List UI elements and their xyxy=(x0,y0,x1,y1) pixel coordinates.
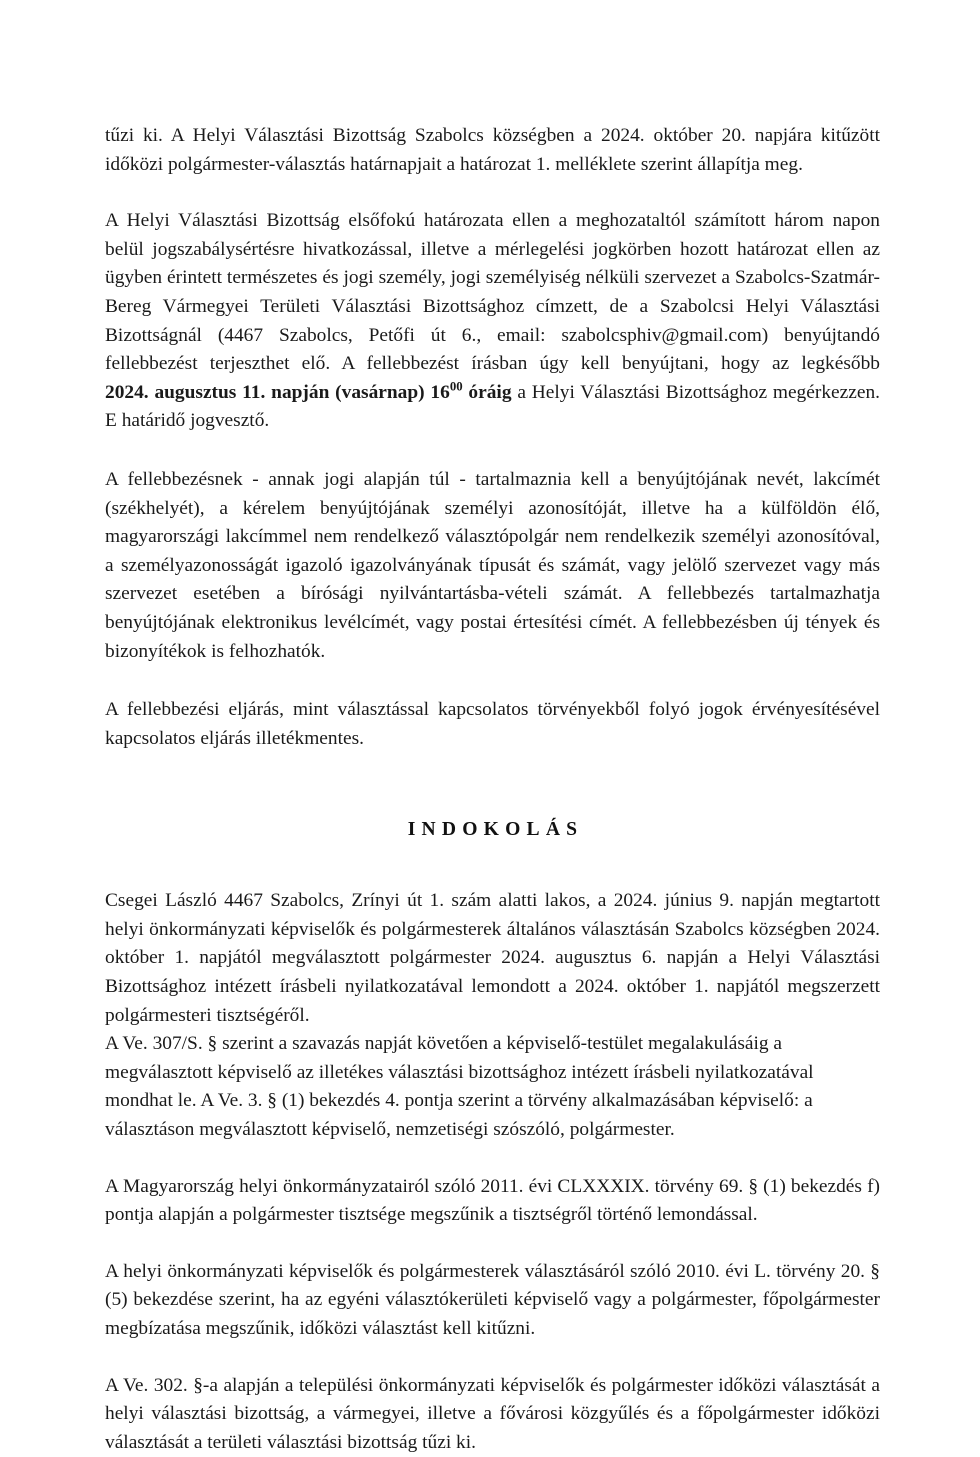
paragraph-motv-69: A Magyarország helyi önkormányzatairól szóló 2011. évi CLXXXIX. törvény 69. § (1) bekezdés f) pontja alapján a polgármester tisztsége megszűnik a tisztségről történő lemondással. xyxy=(105,1175,880,1226)
paragraph-ve-302: A Ve. 302. §-a alapján a települési önkormányzati képviselők és polgármester időközi választását a helyi választási bizottság, a vármegyei, illetve a fővárosi közgyűlés és a főpolgármester időközi választását a területi választási bizottság tűzi ki. xyxy=(105,1374,880,1453)
paragraph-ve-307s: A Ve. 307/S. § szerint a szavazás napját követően a képviselő-testület megalakulásáig a megválasztott képviselő az illetékes választási bizottsághoz intézett írásbeli nyilatkozatával mondhat le. A Ve. 3. § (1) bekezdés 4. pontja szerint a törvény alkalmazásában képviselő: a választáson megválasztott képviselő, nemzetiségi szószóló, polgármester. xyxy=(105,1033,814,1141)
appeal-rights-lead-text: A Helyi Választási Bizottság elsőfokú határozata ellen a meghozataltól számított három napon belül jogszabálysértésre hivatkozással, illetve a mérlegelési jogkörben hozott határozat ellen az ügyben érintett természetes és jogi személy, jogi személyiség nélküli szervezet a Szabolcs-Szatmár-Bereg Vármegyei Területi Választási Bizottsághoz címzett, de a Szabolcsi Helyi Választási Bizottságnál (4467 Szabolcs, Petőfi út 6., email: szabolcsphiv@gmail.com) benyújtandó fellebbezést terjeszthet elő. A fellebbezést írásban úgy kell benyújtani, hogy az legkésőbb xyxy=(105,210,880,375)
paragraph-deadline-schedule: tűzi ki. A Helyi Választási Bizottság Szabolcs községben a 2024. október 20. napjára kitűzött időközi polgármester-választás határnapjait a határozat 1. melléklete szerint állapítja meg. xyxy=(105,125,880,175)
section-heading-indokolas: INDOKOLÁS xyxy=(407,819,584,841)
paragraph-spacer xyxy=(105,1344,880,1372)
paragraph-spacer xyxy=(105,1230,880,1258)
appeal-deadline-date: 2024. augusztus 11. napján (vasárnap) 16 xyxy=(105,381,450,403)
document-body xyxy=(105,122,880,1457)
paragraph-fee-exemption: A fellebbezési eljárás, mint választással kapcsolatos törvényekből folyó jogok érvényesítésével kapcsolatos eljárás illetékmentes. xyxy=(105,699,880,749)
appeal-deadline-hour-label: óráig xyxy=(462,381,512,403)
heading-spacer-top xyxy=(105,753,880,817)
appeal-rights-tail-text: a Helyi Választási Bizottsághoz megérkezzen. E határidő jogvesztő. xyxy=(105,381,880,432)
appeal-deadline-hour-superscript: 00 xyxy=(449,379,463,394)
paragraph-spacer xyxy=(105,1145,880,1173)
paragraph-spacer xyxy=(105,666,880,696)
paragraph-facts-resignation: Csegei László 4467 Szabolcs, Zrínyi út 1. szám alatti lakos, a 2024. június 9. napján megtartott helyi önkormányzati képviselők és polgármesterek általános választásán Szabolcs községben 2024. október 1. napjától megválasztott polgármester 2024. augusztus 6. napján a Helyi Választási Bizottsághoz intézett írásbeli nyilatkozatával lemondott a 2024. október 1. napjától megszerzett polgármesteri tisztségéről. xyxy=(105,890,880,1026)
paragraph-spacer xyxy=(105,436,880,466)
paragraph-ovjt-20: A helyi önkormányzati képviselők és polgármesterek választásáról szóló 2010. évi L. törvény 20. § (5) bekezdése szerint, ha az egyéni választókerületi képviselő vagy a polgármester, főpolgármester megbízatása megszűnik, időközi választást kell kitűzni. xyxy=(105,1260,880,1339)
paragraph-appeal-rights xyxy=(105,207,880,436)
paragraph-spacer xyxy=(105,179,880,207)
paragraph-appeal-contents: A fellebbezésnek - annak jogi alapján túl - tartalmaznia kell a benyújtójának nevét, lakcímét (székhelyét), a kérelem benyújtójának személyi azonosítóját, illetve ha a külföldön élő, magyarországi lakcímmel nem rendelkező választópolgár nem rendelkezik személyi azonosítóval, a személyazonosságát igazoló igazolványának típusát és számát, vagy jelölő szervezet vagy más szervezet esetében a bírósági nyilvántartásba-vételi számát. A fellebbezés tartalmazhatja benyújtójának elektronikus levélcímét, vagy postai értesítési címét. A fellebbezésben új tények és bizonyítékok is felhozhatók. xyxy=(105,468,880,662)
heading-spacer-bottom xyxy=(105,843,880,887)
